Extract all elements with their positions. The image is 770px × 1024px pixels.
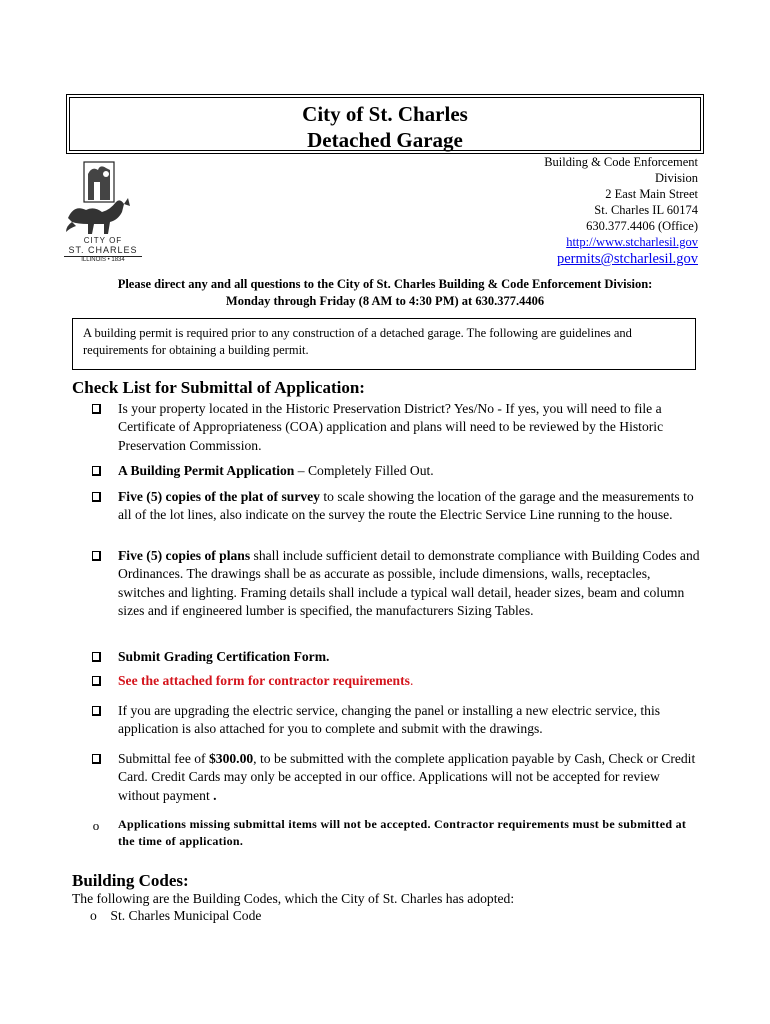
website-link[interactable]: http://www.stcharlesil.gov	[566, 235, 698, 249]
checklist-item	[90, 702, 700, 739]
address-street: 2 East Main Street	[605, 187, 698, 201]
checklist-item	[90, 488, 700, 525]
title-box	[66, 94, 704, 154]
checkbox-bullet-icon	[90, 673, 102, 691]
item-text: to scale showing the location of the garage and the measurements to all of the lot lines, also indicate on the survey the route the Electric Service Line running to the house.	[118, 489, 694, 523]
contact-block	[544, 154, 698, 268]
circle-bullet-icon: o	[90, 908, 97, 923]
item-text: If you are upgrading the electric service, changing the panel or installing a new electric service, this application is also attached for you to complete and submit with the drawings.	[118, 703, 661, 737]
code-name: St. Charles Municipal Code	[110, 908, 262, 923]
codes-list-item	[90, 908, 261, 924]
item-period: .	[209, 787, 217, 803]
office-phone: 630.377.4406 (Office)	[586, 219, 698, 233]
item-text: , to be submitted with the complete application payable by Cash, Check or Credit Card. Credit Cards may only be accepted in our office. Applications will not be accepted for review without payment	[118, 751, 696, 803]
logo-text-line1: CITY OF	[83, 236, 123, 245]
checkbox-bullet-icon	[90, 703, 102, 721]
checklist-heading: Check List for Submittal of Application:	[72, 378, 365, 397]
item-period: .	[409, 673, 414, 688]
fee-amount: $300.00	[208, 751, 254, 766]
item-bold: Five (5) copies of plans	[118, 548, 251, 563]
checkbox-bullet-icon	[90, 751, 102, 769]
checkbox-bullet-icon	[90, 489, 102, 507]
checkbox-bullet-icon	[90, 649, 102, 667]
codes-intro: The following are the Building Codes, which the City of St. Charles has adopted:	[72, 891, 515, 906]
checkbox-bullet-icon	[90, 463, 102, 481]
contact-notice	[70, 276, 700, 310]
logo-text-line2: ST. CHARLES	[68, 245, 138, 255]
checklist-item	[90, 462, 700, 480]
department-line2: Division	[654, 171, 698, 185]
item-bold: Submit Grading Certification Form.	[118, 649, 330, 664]
codes-heading: Building Codes:	[72, 871, 189, 890]
email-link[interactable]: permits@stcharlesil.gov	[556, 251, 698, 267]
logo-text-line3: ILLINOIS • 1834	[64, 256, 142, 263]
checklist-item	[90, 750, 700, 805]
item-bold: Applications missing submittal items will not be accepted. Contractor requirements must be submitted at the time of application.	[118, 817, 687, 848]
checklist-item	[90, 816, 700, 850]
checklist-item	[90, 400, 700, 455]
checklist-item	[90, 672, 700, 690]
notice-line2: Monday through Friday (8 AM to 4:30 PM) at 630.377.4406	[225, 294, 545, 308]
checkbox-bullet-icon	[90, 548, 102, 566]
intro-box: A building permit is required prior to any construction of a detached garage. The following are guidelines and requirements for obtaining a building permit.	[72, 318, 696, 370]
item-bold: Five (5) copies of the plat of survey	[118, 489, 320, 504]
item-text: shall include sufficient detail to demonstrate compliance with Building Codes and Ordinances. The drawings shall be as accurate as possible, include dimensions, walls, receptacles, switches and lighting. Framing details shall include a typical wall detail, header sizes, beam and column sizes and if engineered lumber is specified, the manufacturers Sizing Tables.	[118, 548, 700, 618]
item-text: Is your property located in the Historic Preservation District? Yes/No - If yes, you will need to file a Certificate of Appropriateness (COA) application and plans will need to be reviewed by the Historic Preservation Commission.	[118, 401, 664, 453]
circle-bullet-icon: o	[92, 818, 100, 833]
item-text: – Completely Filled Out.	[294, 463, 434, 478]
department-line1: Building & Code Enforcement	[544, 155, 698, 169]
checklist-item	[90, 547, 700, 620]
checkbox-bullet-icon	[90, 401, 102, 419]
item-bold: A Building Permit Application	[118, 463, 295, 478]
page-subtitle: Detached Garage	[307, 128, 463, 152]
item-bold-red: See the attached form for contractor requirements	[118, 673, 410, 688]
checklist-item	[90, 648, 700, 666]
address-city: St. Charles IL 60174	[594, 203, 698, 217]
item-text: Submittal fee of	[118, 751, 209, 766]
page-title: City of St. Charles	[302, 102, 468, 126]
notice-line1: Please direct any and all questions to the City of St. Charles Building & Code Enforcement Division:	[117, 277, 653, 291]
